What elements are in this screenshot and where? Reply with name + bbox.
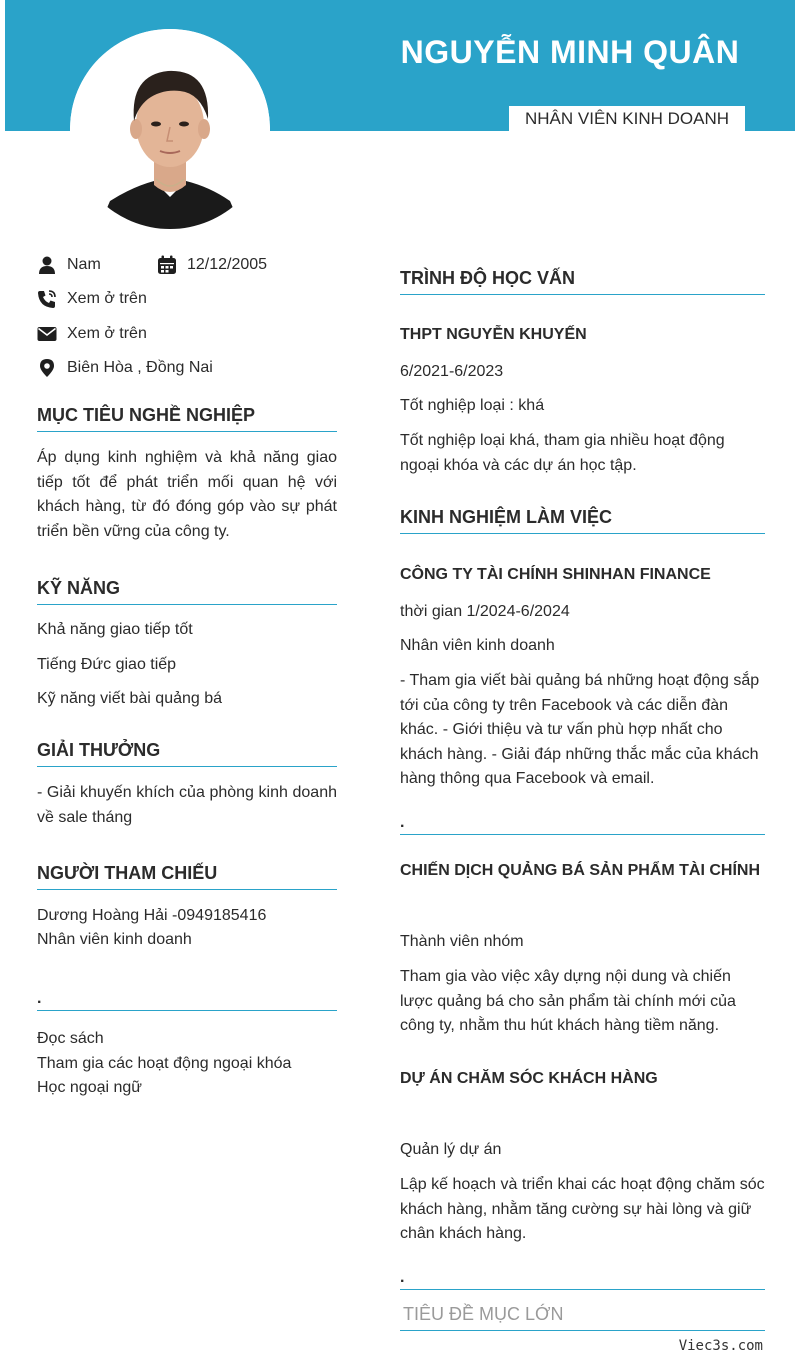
education-grade: Tốt nghiệp loại : khá bbox=[400, 397, 545, 414]
birthday-value: 12/12/2005 bbox=[187, 256, 268, 273]
phone-value: Xem ở trên bbox=[67, 290, 147, 307]
awards-text: - Giải khuyến khích của phòng kinh doanh về sale tháng bbox=[37, 784, 337, 826]
portrait-photo bbox=[70, 29, 270, 229]
experience-period: thời gian 1/2024-6/2024 bbox=[400, 603, 570, 620]
education-period: 6/2021-6/2023 bbox=[400, 363, 504, 380]
address-value: Biên Hòa , Đồng Nai bbox=[67, 359, 213, 376]
calendar-icon bbox=[157, 255, 177, 275]
email-value: Xem ở trên bbox=[67, 325, 147, 342]
skill-item: Kỹ năng viết bài quảng bá bbox=[37, 690, 223, 707]
reference-contact: Dương Hoàng Hải -0949185416 bbox=[37, 907, 267, 924]
project-desc: Lập kế hoạch và triển khai các hoạt động chăm sóc khách hàng, nhằm tăng cường sự hài lòng và giữ chân khách hàng. bbox=[400, 1176, 765, 1242]
location-pin-icon bbox=[37, 358, 57, 378]
projects-title: . bbox=[400, 815, 765, 835]
skill-item: Tiếng Đức giao tiếp bbox=[37, 656, 177, 673]
experience-title: KINH NGHIỆM LÀM VIỆC bbox=[400, 507, 765, 534]
gender-row bbox=[37, 255, 101, 275]
project-desc: Tham gia vào việc xây dựng nội dung và chiến lược quảng bá cho sản phẩm tài chính mới của công ty, nhằm thu hút khách hàng tiềm năng. bbox=[400, 968, 736, 1034]
hobbies-title: . bbox=[37, 991, 337, 1011]
school-name: THPT NGUYỄN KHUYẾN bbox=[400, 326, 587, 343]
hobby-item: Học ngoại ngữ bbox=[37, 1079, 142, 1096]
email-row bbox=[37, 324, 147, 344]
watermark: Viec3s.com bbox=[678, 1338, 763, 1354]
project-name: CHIẾN DỊCH QUẢNG BÁ SẢN PHẨM TÀI CHÍNH bbox=[400, 862, 760, 879]
avatar bbox=[70, 29, 270, 229]
hobby-item: Đọc sách bbox=[37, 1030, 104, 1047]
person-icon bbox=[37, 255, 57, 275]
birthday-row bbox=[157, 255, 267, 275]
extra-title: . bbox=[400, 1270, 765, 1290]
project-role: Quản lý dự án bbox=[400, 1141, 502, 1158]
company-name: CÔNG TY TÀI CHÍNH SHINHAN FINANCE bbox=[400, 566, 711, 583]
placeholder-section-title[interactable]: TIÊU ĐỀ MỤC LỚN bbox=[400, 1304, 765, 1331]
project-name: DỰ ÁN CHĂM SÓC KHÁCH HÀNG bbox=[400, 1070, 658, 1087]
envelope-icon bbox=[37, 324, 57, 344]
experience-desc: - Tham gia viết bài quảng bá những hoạt động sắp tới của công ty trên Facebook và các diễn đàn khác. - Giới thiệu và tư vấn phù hợp nhất cho khách hàng. - Giải đáp những thắc mắc của khách hàng thông qua Facebook và email. bbox=[400, 672, 760, 787]
awards-title: GIẢI THƯỞNG bbox=[37, 740, 337, 767]
job-title: NHÂN VIÊN KINH DOANH bbox=[509, 106, 745, 132]
experience-position: Nhân viên kinh doanh bbox=[400, 637, 555, 654]
education-desc: Tốt nghiệp loại khá, tham gia nhiều hoạt động ngoại khóa và các dự án học tập. bbox=[400, 432, 725, 474]
skills-title: KỸ NĂNG bbox=[37, 578, 337, 605]
candidate-name: NGUYỄN MINH QUÂN bbox=[400, 34, 740, 70]
references-title: NGƯỜI THAM CHIẾU bbox=[37, 863, 337, 890]
reference-position: Nhân viên kinh doanh bbox=[37, 931, 192, 948]
objective-text: Áp dụng kinh nghiệm và khả năng giao tiếp tốt để phát triển mối quan hệ với khách hàng, từ đó đóng góp vào sự phát triển bền vững của công ty. bbox=[37, 449, 337, 540]
phone-icon bbox=[37, 289, 57, 309]
phone-row bbox=[37, 289, 147, 309]
hobby-item: Tham gia các hoạt động ngoại khóa bbox=[37, 1055, 292, 1072]
gender-value: Nam bbox=[67, 256, 101, 273]
address-row bbox=[37, 358, 213, 378]
education-title: TRÌNH ĐỘ HỌC VẤN bbox=[400, 268, 765, 295]
objective-title: MỤC TIÊU NGHỀ NGHIỆP bbox=[37, 405, 337, 432]
project-role: Thành viên nhóm bbox=[400, 933, 524, 950]
skill-item: Khả năng giao tiếp tốt bbox=[37, 621, 193, 638]
